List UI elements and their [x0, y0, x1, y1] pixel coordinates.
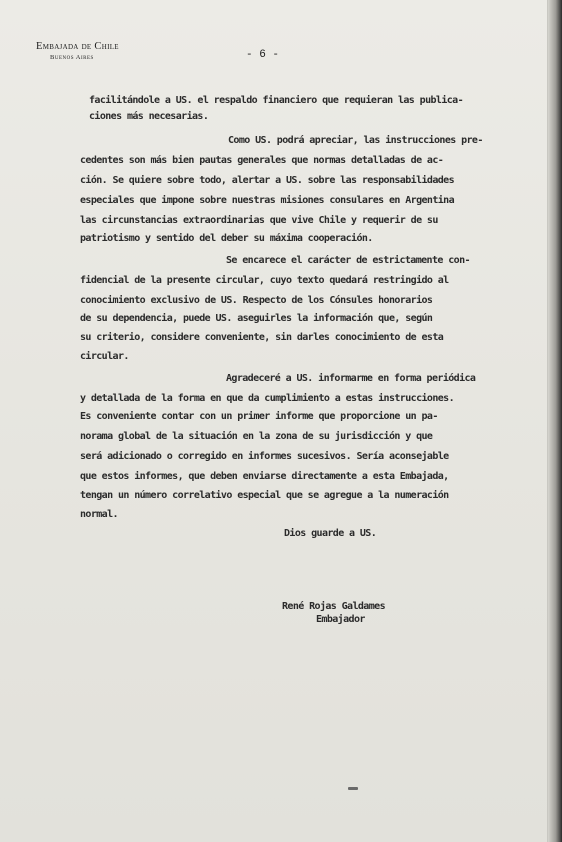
text-line: normal.: [80, 509, 118, 520]
letterhead-city: Buenos Aires: [50, 54, 94, 61]
text-line: patriotismo y sentido del deber su máxima cooperación.: [80, 233, 373, 244]
text-line: y detallada de la forma en que da cumplimiento a estas instrucciones.: [80, 393, 455, 404]
text-line: norama global de la situación en la zona de su jurisdicción y que: [80, 431, 433, 442]
text-line: especiales que impone sobre nuestras misiones consulares en Argentina: [80, 195, 455, 206]
page-edge-shadow: [548, 0, 562, 842]
text-line: Se encarece el carácter de estrictamente con-: [226, 255, 470, 266]
text-line: Como US. podrá apreciar, las instrucciones pre-: [228, 135, 483, 146]
text-line: Es conveniente contar con un primer informe que proporcione un pa-: [80, 411, 438, 422]
text-line: las circunstancias extraordinarias que vive Chile y requerir de su: [80, 215, 438, 226]
page-number: - 6 -: [246, 49, 280, 61]
text-line: tengan un número correlativo especial que se agregue a la numeración: [80, 490, 449, 501]
signature-title: Embajador: [316, 614, 365, 625]
text-line: ciones más necesarias.: [89, 111, 209, 122]
text-line: fidencial de la presente circular, cuyo texto quedará restringido al: [80, 275, 449, 286]
text-line: que estos informes, que deben enviarse directamente a esta Embajada,: [80, 471, 449, 482]
letterhead: [36, 41, 119, 62]
text-line: conocimiento exclusivo de US. Respecto de los Cónsules honorarios: [80, 295, 433, 306]
text-line: será adicionado o corregido en informes sucesivos. Sería aconsejable: [80, 451, 449, 462]
signature-name: René Rojas Galdames: [282, 601, 385, 612]
paper-speck: [348, 787, 358, 790]
text-line: facilitándole a US. el respaldo financiero que requieran las publica-: [89, 95, 464, 106]
text-line: cedentes son más bien pautas generales que normas detalladas de ac-: [80, 155, 444, 166]
text-line: ción. Se quiere sobre todo, alertar a US. sobre las responsabilidades: [80, 175, 455, 186]
text-line: circular.: [80, 351, 129, 362]
text-line: su criterio, considere conveniente, sin darles conocimiento de esta: [80, 332, 444, 343]
text-line: de su dependencia, puede US. aseguirles la información que, según: [80, 313, 433, 324]
closing-salutation: Dios guarde a US.: [284, 528, 377, 539]
letterhead-embassy: Embajada de Chile: [36, 41, 119, 52]
text-line: Agradeceré a US. informarme en forma periódica: [226, 373, 476, 384]
